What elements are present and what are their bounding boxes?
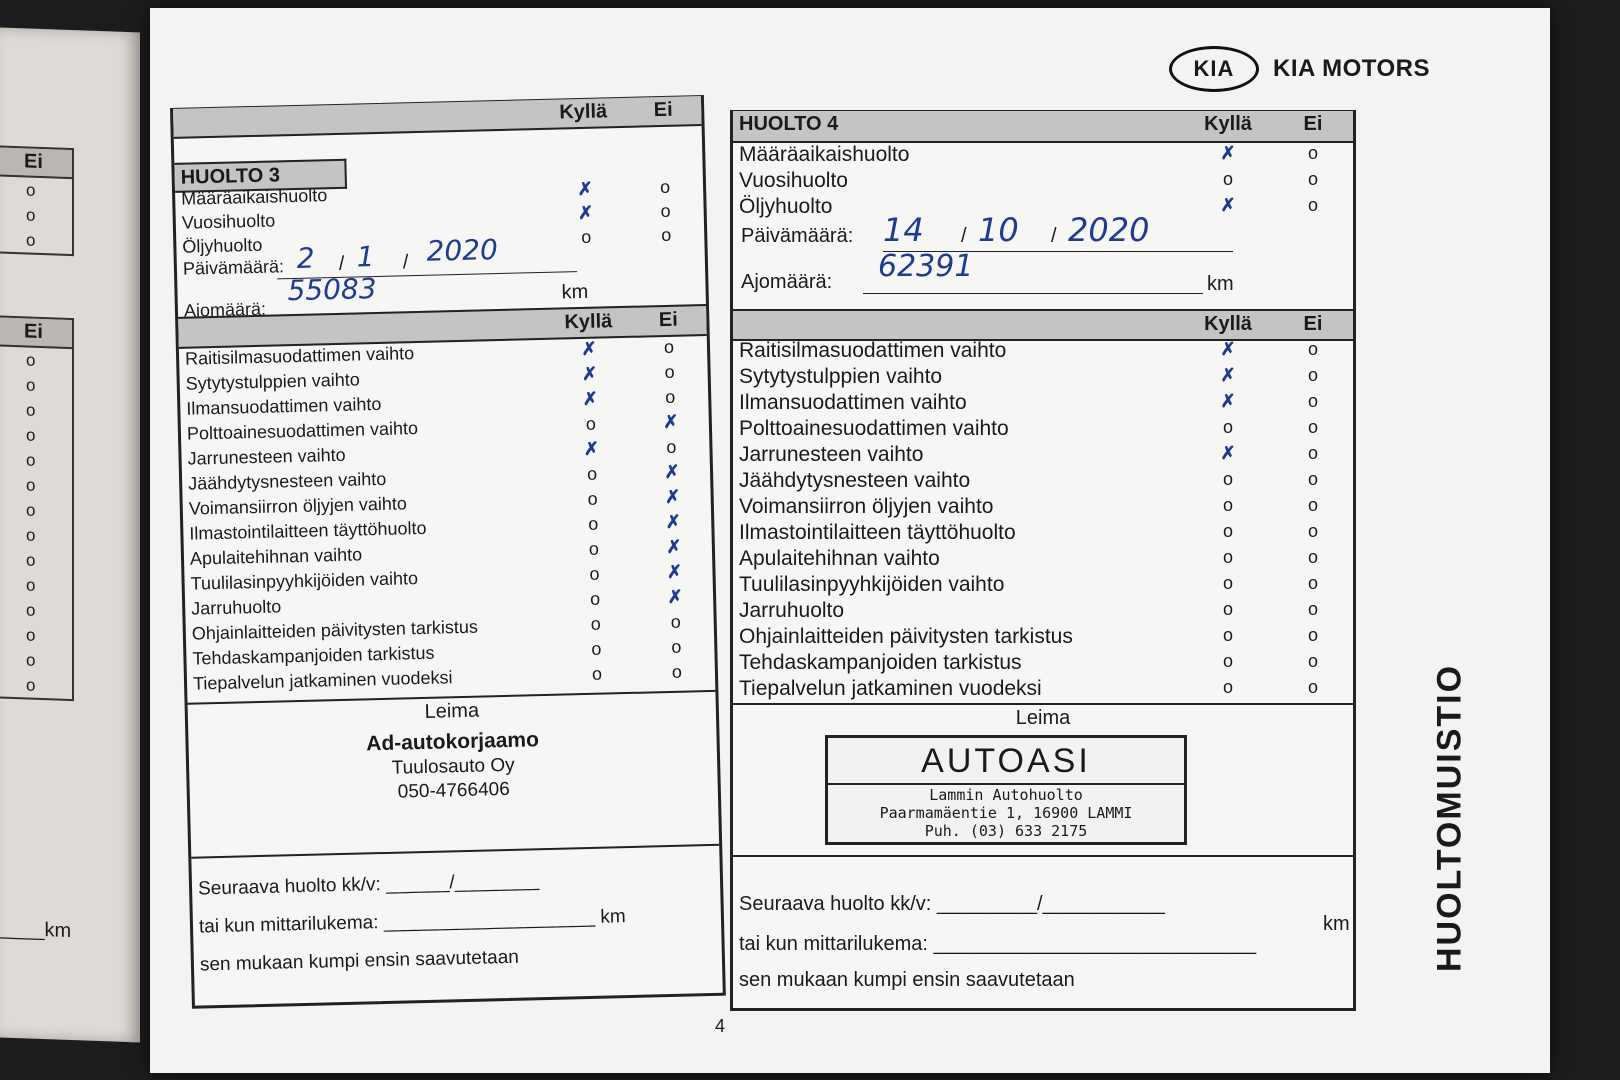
huolto-4-top-row-label: Öljyhuolto — [739, 195, 833, 218]
huolto-4-item-ei-mark-4[interactable]: o — [1307, 443, 1318, 463]
huolto-4-item-kylla-mark-8[interactable]: o — [1222, 547, 1233, 567]
page-number: 4 — [715, 1016, 726, 1036]
huolto-4-top-ei-mark-1[interactable]: o — [1307, 169, 1318, 189]
huolto-3-col-ei: Ei — [653, 98, 673, 122]
previous-page-edge — [0, 28, 140, 1043]
huolto-4-item-ei-mark-3[interactable]: o — [1307, 417, 1318, 437]
huolto-3-items-header: Kyllä Ei — [178, 304, 707, 349]
side-title: HUOLTOMUISTIO — [1430, 663, 1469, 973]
huolto-4-odometer-label: tai kun mittarilukema: _____________________________ — [739, 933, 1257, 955]
huolto-4-whichever-label: sen mukaan kumpi ensin saavutetaan — [739, 969, 1075, 991]
huolto-3-mileage-label: Ajomäärä: — [183, 298, 267, 321]
huolto-3-item-kylla-mark-4[interactable]: ✗ — [583, 438, 600, 459]
huolto-3-top-ei-mark-0[interactable]: o — [659, 176, 671, 198]
huolto-3-item-row-label: Ilmastointilaitteen täyttöhuolto — [189, 517, 427, 544]
huolto-4-item-ei-mark-2[interactable]: o — [1307, 391, 1318, 411]
huolto-4-item-ei-mark-10[interactable]: o — [1307, 599, 1318, 619]
huolto-3-item-kylla-mark-8[interactable]: o — [588, 538, 600, 559]
huolto-4-item-kylla-mark-12[interactable]: o — [1222, 651, 1233, 671]
previous-page-circle: o — [26, 500, 36, 520]
huolto-3-item-ei-mark-2[interactable]: o — [664, 386, 676, 407]
huolto-3-top-row-label: Öljyhuolto — [182, 234, 263, 257]
huolto-4-item-ei-mark-5[interactable]: o — [1307, 469, 1318, 489]
huolto-3-item-kylla-mark-9[interactable]: o — [589, 563, 600, 584]
brand-name: KIA MOTORS — [1272, 55, 1430, 82]
huolto-4-header — [733, 111, 1353, 143]
huolto-4-col-kylla: Kyllä — [1204, 113, 1252, 135]
huolto-4-mileage-value: 62391 — [878, 249, 974, 284]
huolto-3-item-row-label: Tiepalvelun jatkaminen vuodeksi — [192, 667, 453, 694]
huolto-4-item-row-label: Jarruhuolto — [739, 599, 845, 622]
huolto-4-items-header: Kyllä Ei — [733, 309, 1353, 341]
huolto-3-item-ei-mark-6[interactable]: ✗ — [664, 486, 681, 508]
previous-page-circle: o — [26, 575, 36, 595]
huolto-3-next-service-label: Seuraava huolto kk/v: ______/________ — [197, 870, 540, 900]
huolto-3-item-row-label: Polttoainesuodattimen vaihto — [186, 418, 419, 444]
previous-page-circle: o — [26, 180, 36, 200]
huolto-3-odometer-label: tai kun mittarilukema: ____________________ km — [198, 906, 626, 938]
huolto-4-item-kylla-mark-7[interactable]: o — [1222, 521, 1233, 541]
huolto-4-item-kylla-mark-6[interactable]: o — [1222, 495, 1233, 515]
huolto-4-date-month: 10 — [978, 211, 1019, 249]
huolto-3-item-row-label: Tehdaskampanjoiden tarkistus — [192, 642, 435, 669]
huolto-4-top-kylla-mark-2[interactable]: ✗ — [1220, 195, 1236, 215]
huolto-3-item-kylla-mark-7[interactable]: o — [588, 513, 599, 534]
huolto-3-item-ei-mark-8[interactable]: ✗ — [666, 536, 682, 558]
previous-page-circle: o — [26, 230, 36, 250]
huolto-4-top-row-label: Vuosihuolto — [739, 169, 848, 192]
huolto-4-item-row-label: Ohjainlaitteiden päivitysten tarkistus — [739, 625, 1073, 648]
huolto-4-top-ei-mark-2[interactable]: o — [1307, 195, 1318, 215]
huolto-3-item-kylla-mark-2[interactable]: ✗ — [582, 388, 599, 410]
huolto-3-item-ei-mark-0[interactable]: o — [663, 336, 675, 357]
huolto-3-item-ei-mark-1[interactable]: o — [664, 361, 675, 382]
huolto-3-item-kylla-mark-13[interactable]: o — [591, 663, 603, 684]
huolto-3-top-ei-mark-1[interactable]: o — [660, 200, 671, 222]
huolto-3-top-kylla-mark-2[interactable]: o — [581, 226, 592, 247]
huolto-3-stamp-line3: 050-4766406 — [397, 778, 511, 803]
huolto-4-top-kylla-mark-0[interactable]: ✗ — [1220, 143, 1236, 163]
huolto-4-item-ei-mark-6[interactable]: o — [1307, 495, 1318, 515]
huolto-4-panel: HUOLTO 4 Kyllä Ei Määräaikaishuolto ✗ o Vuosihuolto o o Öljyhuolto ✗ o Päivämäärä: 14 / 10 / 2020 Ajomäärä: 62391 km Kyllä Ei Raitisilmasuodattimen vaihto ✗ o Sytytystulppien vaihto ✗ o Ilmansuodattimen vaihto ✗ o Polttoainesuodattimen vaihto o o Jarrunesteen vaihto ✗ o Jäähdytysnesteen vaihto o o Voimansiirron öljyjen vaihto o o Ilmastointilaitteen täyttöhuolto o o Apulaitehihnan vaihto o o Tuulilasinpyyhkijöiden vaihto o o Jarruhuolto o o Ohjainlaitteiden päivitysten tarkistus o o Tehdaskampanjoiden tarkistus o o Tiepalvelun jatkaminen vuodeksi o o Leima AUTOASI Lammin Autohuolto Paarmamäentie 1, 16900 LAMMI Puh. (03) 633 2175 Seuraava huolto kk/v: _________/___________ km tai kun mittarilukema: _____________________________ sen mukaan kumpi ensin saavutetaan — [730, 110, 1356, 1011]
huolto-4-item-kylla-mark-0[interactable]: ✗ — [1220, 339, 1236, 359]
huolto-3-item-ei-mark-13[interactable]: o — [671, 661, 683, 682]
huolto-4-item-row-label: Polttoainesuodattimen vaihto — [739, 417, 1009, 440]
previous-page-circle: o — [26, 550, 36, 570]
kia-logo-icon: KIA — [1169, 46, 1259, 92]
huolto-4-item-kylla-mark-1[interactable]: ✗ — [1220, 365, 1236, 385]
huolto-3-item-row-label: Apulaitehihnan vaihto — [189, 544, 363, 569]
huolto-4-stamp-label: Leima — [1015, 707, 1071, 729]
huolto-4-item-row-label: Tehdaskampanjoiden tarkistus — [739, 651, 1022, 674]
huolto-3-item-ei-mark-7[interactable]: ✗ — [665, 511, 682, 533]
huolto-4-item-ei-mark-0[interactable]: o — [1307, 339, 1318, 359]
huolto-3-date-label: Päivämäärä: — [182, 256, 285, 279]
huolto-4-top-row-label: Määräaikaishuolto — [739, 143, 910, 166]
huolto-4-item-row-label: Jarrunesteen vaihto — [739, 443, 924, 466]
previous-page-bottom-block — [0, 316, 74, 702]
huolto-3-km: km — [561, 280, 589, 304]
huolto-4-item-kylla-mark-9[interactable]: o — [1222, 573, 1233, 593]
huolto-3-item-ei-mark-11[interactable]: o — [670, 611, 681, 632]
huolto-3-stamp-label: Leima — [424, 699, 480, 723]
huolto-4-item-row-label: Jäähdytysnesteen vaihto — [739, 469, 971, 492]
previous-page-circle: o — [26, 425, 36, 445]
huolto-4-item-row-label: Sytytystulppien vaihto — [739, 365, 943, 388]
huolto-4-item-row-label: Tuulilasinpyyhkijöiden vaihto — [739, 573, 1005, 596]
huolto-4-item-kylla-mark-11[interactable]: o — [1222, 625, 1233, 645]
huolto-4-top-ei-mark-0[interactable]: o — [1307, 143, 1318, 163]
huolto-4-item-row-label: Tiepalvelun jatkaminen vuodeksi — [739, 677, 1042, 700]
huolto-4-date-day: 14 — [883, 211, 924, 249]
previous-page-col-ei-2: Ei — [0, 318, 72, 350]
huolto-4-stamp-line4: Puh. (03) 633 2175 — [924, 822, 1088, 840]
huolto-3-header — [173, 96, 702, 139]
huolto-4-item-ei-mark-1[interactable]: o — [1307, 365, 1318, 385]
huolto-4-item-kylla-mark-10[interactable]: o — [1222, 599, 1233, 619]
huolto-3-mileage-value: 55083 — [287, 272, 377, 308]
huolto-3-date-year: 2020 — [426, 233, 499, 268]
manual-page — [150, 8, 1550, 1073]
previous-page-circle: o — [26, 475, 36, 495]
huolto-4-item-ei-mark-9[interactable]: o — [1307, 573, 1318, 593]
huolto-3-top-ei-mark-2[interactable]: o — [660, 224, 672, 246]
huolto-3-item-row-label: Jäähdytysnesteen vaihto — [187, 468, 387, 494]
huolto-4-item-kylla-mark-13[interactable]: o — [1222, 677, 1233, 697]
huolto-4-stamp-line2: Lammin Autohuolto — [929, 786, 1083, 804]
huolto-4-mileage-label: Ajomäärä: — [741, 271, 833, 293]
previous-page-circle: o — [26, 450, 36, 470]
huolto-3-item-ei-mark-3[interactable]: ✗ — [663, 411, 679, 433]
previous-page-top-block — [0, 146, 74, 257]
huolto-3-item-kylla-mark-1[interactable]: ✗ — [581, 363, 598, 385]
huolto-3-top-row-label: Vuosihuolto — [181, 210, 276, 233]
huolto-4-col-ei: Ei — [1303, 113, 1323, 135]
huolto-4-next-service-label: Seuraava huolto kk/v: _________/___________ — [739, 893, 1165, 915]
previous-page-circle: o — [26, 625, 36, 645]
huolto-3-item-row-label: Ohjainlaitteiden päivitysten tarkistus — [191, 616, 479, 644]
huolto-3-date-day: 2 — [296, 241, 315, 275]
huolto-3-stamp-line2: Tuulosauto Oy — [391, 754, 515, 779]
huolto-4-item-ei-mark-13[interactable]: o — [1307, 677, 1318, 697]
huolto-3-item-kylla-mark-5[interactable]: o — [586, 463, 598, 484]
huolto-4-item-row-label: Ilmansuodattimen vaihto — [739, 391, 967, 414]
huolto-4-stamp-box — [825, 735, 1187, 845]
huolto-4-item-row-label: Voimansiirron öljyjen vaihto — [739, 495, 994, 518]
huolto-3-title: HUOLTO 3 — [180, 164, 281, 189]
huolto-3-item-kylla-mark-6[interactable]: o — [587, 488, 598, 509]
huolto-3-item-row-label: Voimansiirron öljyjen vaihto — [188, 493, 408, 519]
huolto-3-date-row: Päivämäärä: 2 / 1 / 2020 — [177, 246, 705, 259]
huolto-3-date-month: 1 — [356, 240, 375, 274]
huolto-4-item-row-label: Ilmastointilaitteen täyttöhuolto — [739, 521, 1016, 544]
huolto-4-item-row-label: Apulaitehihnan vaihto — [739, 547, 940, 570]
previous-page-circle: o — [26, 525, 36, 545]
huolto-3-item-kylla-mark-0[interactable]: ✗ — [581, 338, 597, 360]
huolto-3-item-row-label: Jarruhuolto — [190, 596, 282, 619]
previous-page-circle: o — [26, 205, 36, 225]
huolto-3-top-row-label: Määräaikaishuolto — [180, 185, 328, 209]
huolto-3-whichever-label: sen mukaan kumpi ensin saavutetaan — [199, 946, 520, 976]
huolto-3-item-ei-mark-4[interactable]: o — [666, 436, 677, 457]
huolto-3-top-kylla-mark-1[interactable]: ✗ — [577, 202, 594, 224]
huolto-3-item-ei-mark-5[interactable]: ✗ — [664, 461, 680, 483]
huolto-4-stamp-line1: AUTOASI — [828, 742, 1184, 785]
huolto-3-stamp-line1: Ad-autokorjaamo — [365, 728, 540, 756]
huolto-4-item-row-label: Raitisilmasuodattimen vaihto — [739, 339, 1007, 362]
huolto-4-item-ei-mark-11[interactable]: o — [1307, 625, 1318, 645]
previous-page-circle: o — [26, 375, 36, 395]
huolto-4-title: HUOLTO 4 — [739, 113, 839, 135]
huolto-3-item-row-label: Sytytystulppien vaihto — [185, 369, 361, 394]
huolto-3-item-row-label: Jarrunesteen vaihto — [187, 444, 346, 469]
previous-page-circle: o — [26, 650, 36, 670]
huolto-4-date-year: 2020 — [1068, 211, 1150, 249]
huolto-4-stamp-line3: Paarmamäentie 1, 16900 LAMMI — [879, 804, 1133, 822]
huolto-3-item-kylla-mark-12[interactable]: o — [591, 638, 602, 659]
huolto-4-item-kylla-mark-2[interactable]: ✗ — [1220, 391, 1236, 411]
previous-page-circle: o — [26, 600, 36, 620]
huolto-3-item-kylla-mark-3[interactable]: o — [585, 413, 597, 434]
huolto-4-km: km — [1207, 273, 1234, 295]
huolto-4-item-ei-mark-12[interactable]: o — [1307, 651, 1318, 671]
previous-page-circle: o — [26, 350, 36, 370]
huolto-4-item-kylla-mark-3[interactable]: o — [1222, 417, 1233, 437]
huolto-3-item-row-label: Ilmansuodattimen vaihto — [186, 393, 382, 419]
huolto-3-item-ei-mark-9[interactable]: ✗ — [666, 561, 683, 582]
previous-page-km: ____km — [0, 917, 72, 943]
previous-page-circle: o — [26, 675, 36, 695]
huolto-3-item-row-label: Raitisilmasuodattimen vaihto — [184, 343, 415, 369]
huolto-3-item-kylla-mark-11[interactable]: o — [590, 613, 601, 634]
huolto-3-item-kylla-mark-10[interactable]: o — [589, 588, 601, 609]
huolto-3-panel — [170, 95, 726, 1009]
huolto-3-col-kylla: Kyllä — [559, 100, 608, 124]
huolto-3-item-row-label: Tuulilasinpyyhkijöiden vaihto — [190, 568, 419, 594]
huolto-4-item-kylla-mark-4[interactable]: ✗ — [1220, 443, 1236, 463]
huolto-3-item-ei-mark-12[interactable]: o — [671, 636, 682, 657]
huolto-4-date-label: Päivämäärä: — [741, 225, 854, 247]
huolto-4-top-kylla-mark-1[interactable]: o — [1222, 169, 1233, 189]
huolto-4-item-kylla-mark-5[interactable]: o — [1222, 469, 1233, 489]
huolto-4-item-ei-mark-7[interactable]: o — [1307, 521, 1318, 541]
huolto-3-top-kylla-mark-0[interactable]: ✗ — [577, 178, 593, 200]
previous-page-col-ei: Ei — [0, 148, 72, 180]
huolto-3-item-ei-mark-10[interactable]: ✗ — [667, 586, 683, 607]
previous-page-circle: o — [26, 400, 36, 420]
brand — [1169, 46, 1430, 92]
huolto-4-item-ei-mark-8[interactable]: o — [1307, 547, 1318, 567]
